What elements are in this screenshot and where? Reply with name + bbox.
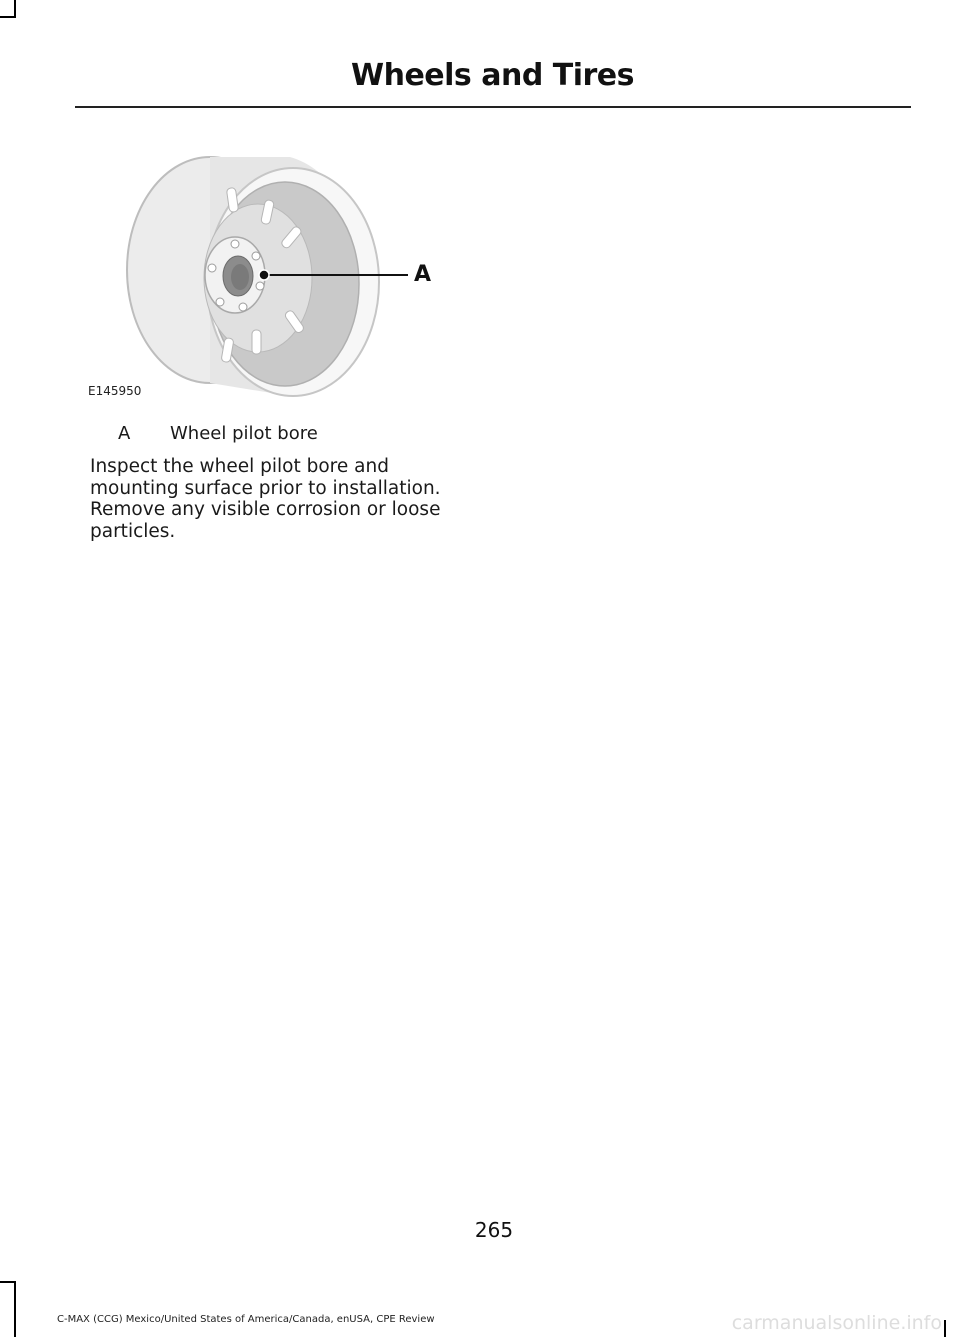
figure-callout-label: A: [414, 262, 432, 287]
lug-hole: [239, 303, 247, 311]
pilot-bore-inner: [231, 264, 249, 290]
figure-id: E145950: [88, 384, 142, 398]
crop-mark-bottom-right-v: [944, 1320, 946, 1337]
legend-key: A: [118, 423, 131, 444]
body-paragraph: Inspect the wheel pilot bore and mounting surface prior to installation. Remove any visible corrosion or loose particles.: [90, 456, 441, 542]
callout-dot: [259, 270, 269, 280]
crop-mark-top-left-h: [0, 16, 16, 18]
footer-document-info: C-MAX (CCG) Mexico/United States of America/Canada, enUSA, CPE Review: [57, 1314, 435, 1325]
lug-hole: [256, 282, 264, 290]
page-title: Wheels and Tires: [351, 58, 634, 93]
lug-hole: [216, 298, 224, 306]
lug-hole: [231, 240, 239, 248]
lug-hole: [208, 264, 216, 272]
crop-mark-bottom-left-v: [14, 1281, 16, 1337]
header-divider: [75, 106, 911, 108]
wheel-illustration: [80, 140, 450, 410]
wheel-slot: [252, 330, 261, 354]
watermark: carmanualsonline.info: [731, 1312, 942, 1334]
lug-hole: [252, 252, 260, 260]
crop-mark-bottom-left-h: [0, 1281, 16, 1283]
legend-description: Wheel pilot bore: [170, 423, 318, 444]
page-number: 265: [474, 1218, 514, 1242]
